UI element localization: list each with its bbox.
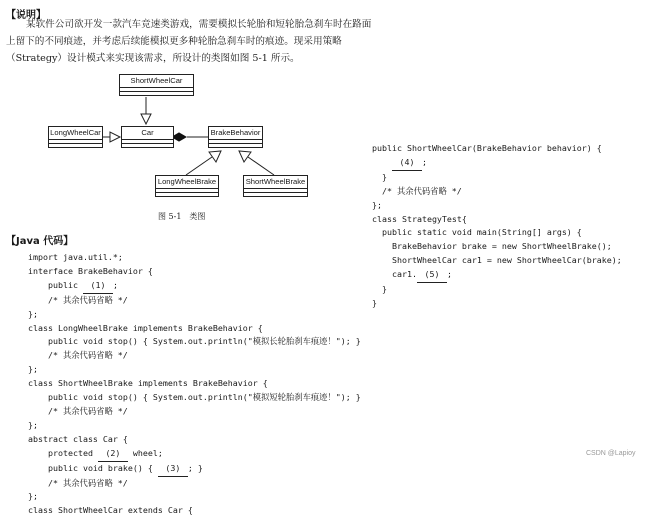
class-box-brake-behavior [208, 126, 263, 148]
code-text: ; [112, 279, 118, 290]
code-line [28, 504, 361, 518]
figure-caption: 图 5-1 类图 [158, 212, 206, 221]
class-name: ShortWheelCar [120, 75, 193, 88]
code-line [372, 254, 622, 268]
code-text: public void brake() { [28, 462, 158, 473]
code-text: ; [421, 156, 427, 167]
code-line [372, 283, 622, 297]
code-text: class LongWheelBrake implements BrakeBehavior { [28, 322, 263, 333]
section-title-java-code: 【Java 代码】 [6, 236, 74, 247]
code-block-left [28, 251, 361, 518]
code-line [372, 185, 622, 199]
code-text: public void stop() { System.out.println("模拟短轮胎刹车痕迹！"); } [28, 392, 361, 403]
realization-line [186, 157, 212, 175]
class-box-short-wheel-brake [243, 175, 308, 197]
code-line [28, 433, 361, 447]
code-line [372, 268, 622, 283]
code-line [28, 391, 361, 405]
code-text: BrakeBehavior brake = new ShortWheelBrake(); [372, 241, 612, 252]
code-text: public ShortWheelCar(BrakeBehavior behavior) { [372, 143, 602, 153]
code-line [372, 297, 622, 311]
code-line [28, 294, 361, 308]
realization-arrowhead [209, 151, 221, 162]
code-line [372, 142, 622, 156]
class-name: LongWheelCar [49, 127, 102, 140]
code-text [372, 157, 392, 167]
code-line [28, 349, 361, 363]
code-text: public static void main(String[] args) { [372, 227, 582, 238]
code-line [372, 240, 622, 254]
code-text: }; [28, 308, 38, 319]
class-box-long-wheel-car [48, 126, 103, 148]
code-line [372, 226, 622, 240]
code-line [28, 363, 361, 377]
code-text: protected [28, 447, 98, 458]
watermark: CSDN @Lapioy [586, 450, 636, 457]
class-box-long-wheel-brake [155, 175, 219, 197]
answer-blank: (5) [417, 268, 447, 283]
class-name: ShortWheelBrake [244, 176, 307, 189]
generalization-arrowhead [141, 114, 151, 124]
code-text: /* 其余代码省略 */ [28, 350, 128, 361]
code-line [28, 462, 361, 477]
code-text: } [372, 297, 377, 308]
code-line [28, 322, 361, 336]
class-name: BrakeBehavior [209, 127, 262, 140]
code-text: /* 其余代码省略 */ [28, 405, 128, 416]
code-line [372, 213, 622, 227]
code-text: abstract class Car { [28, 433, 128, 444]
code-text: /* 其余代码省略 */ [372, 185, 462, 196]
description-line: 某软件公司欲开发一款汽车竞速类游戏，需要模拟长轮胎和短轮胎急刹车时在路面 [26, 19, 372, 30]
aggregation-diamond [172, 133, 186, 141]
code-line [372, 199, 622, 213]
code-text: public [28, 279, 83, 290]
description-line: 上留下的不同痕迹，并考虑后续能模拟更多种轮胎急刹车时的痕迹。现采用策略 [6, 36, 342, 47]
code-text: } [372, 284, 387, 295]
realization-line [248, 157, 274, 175]
class-box-short-wheel-car [119, 74, 194, 96]
realization-arrowhead [239, 151, 251, 162]
code-line [28, 405, 361, 419]
code-text: import java.util.*; [28, 252, 123, 262]
code-text: public void stop() { System.out.println("模拟长轮胎刹车痕迹！"); } [28, 336, 361, 347]
code-text: }; [28, 491, 38, 502]
code-line [28, 477, 361, 491]
code-text: ShortWheelCar car1 = new ShortWheelCar(brake); [372, 255, 622, 266]
code-line [372, 156, 622, 171]
code-text: interface BrakeBehavior { [28, 265, 153, 276]
answer-blank: (4) [392, 156, 422, 171]
code-line [372, 171, 622, 185]
class-name: LongWheelBrake [156, 176, 218, 189]
generalization-arrowhead [110, 132, 120, 142]
code-line [28, 335, 361, 349]
code-line [28, 251, 361, 265]
code-text: /* 其余代码省略 */ [28, 294, 128, 305]
code-line [28, 490, 361, 504]
code-block-right [372, 142, 622, 311]
code-line [28, 377, 361, 391]
code-text: ; [446, 269, 452, 280]
code-text: class ShortWheelBrake implements BrakeBehavior { [28, 378, 268, 389]
class-box-car [121, 126, 174, 148]
code-text: } [372, 171, 387, 182]
answer-blank: (1) [83, 279, 113, 294]
code-text: car1. [372, 269, 417, 280]
class-name: Car [122, 127, 173, 140]
code-text: }; [372, 199, 382, 210]
code-text: wheel; [127, 447, 163, 458]
code-line [28, 265, 361, 279]
code-text: }; [28, 364, 38, 375]
answer-blank: (2) [98, 447, 128, 462]
code-text: class ShortWheelCar extends Car { [28, 505, 193, 516]
code-text: class StrategyTest{ [372, 213, 467, 224]
code-line [28, 419, 361, 433]
code-line [28, 308, 361, 322]
description-line: （Strategy）设计模式来实现该需求，所设计的类图如图 5-1 所示。 [6, 53, 300, 64]
code-line [28, 279, 361, 294]
code-line [28, 447, 361, 462]
code-text: }; [28, 419, 38, 430]
answer-blank: (3) [158, 462, 188, 477]
code-text: /* 其余代码省略 */ [28, 477, 128, 488]
code-text: ; } [187, 462, 203, 473]
section-title-description: 【说明】 [6, 10, 46, 21]
